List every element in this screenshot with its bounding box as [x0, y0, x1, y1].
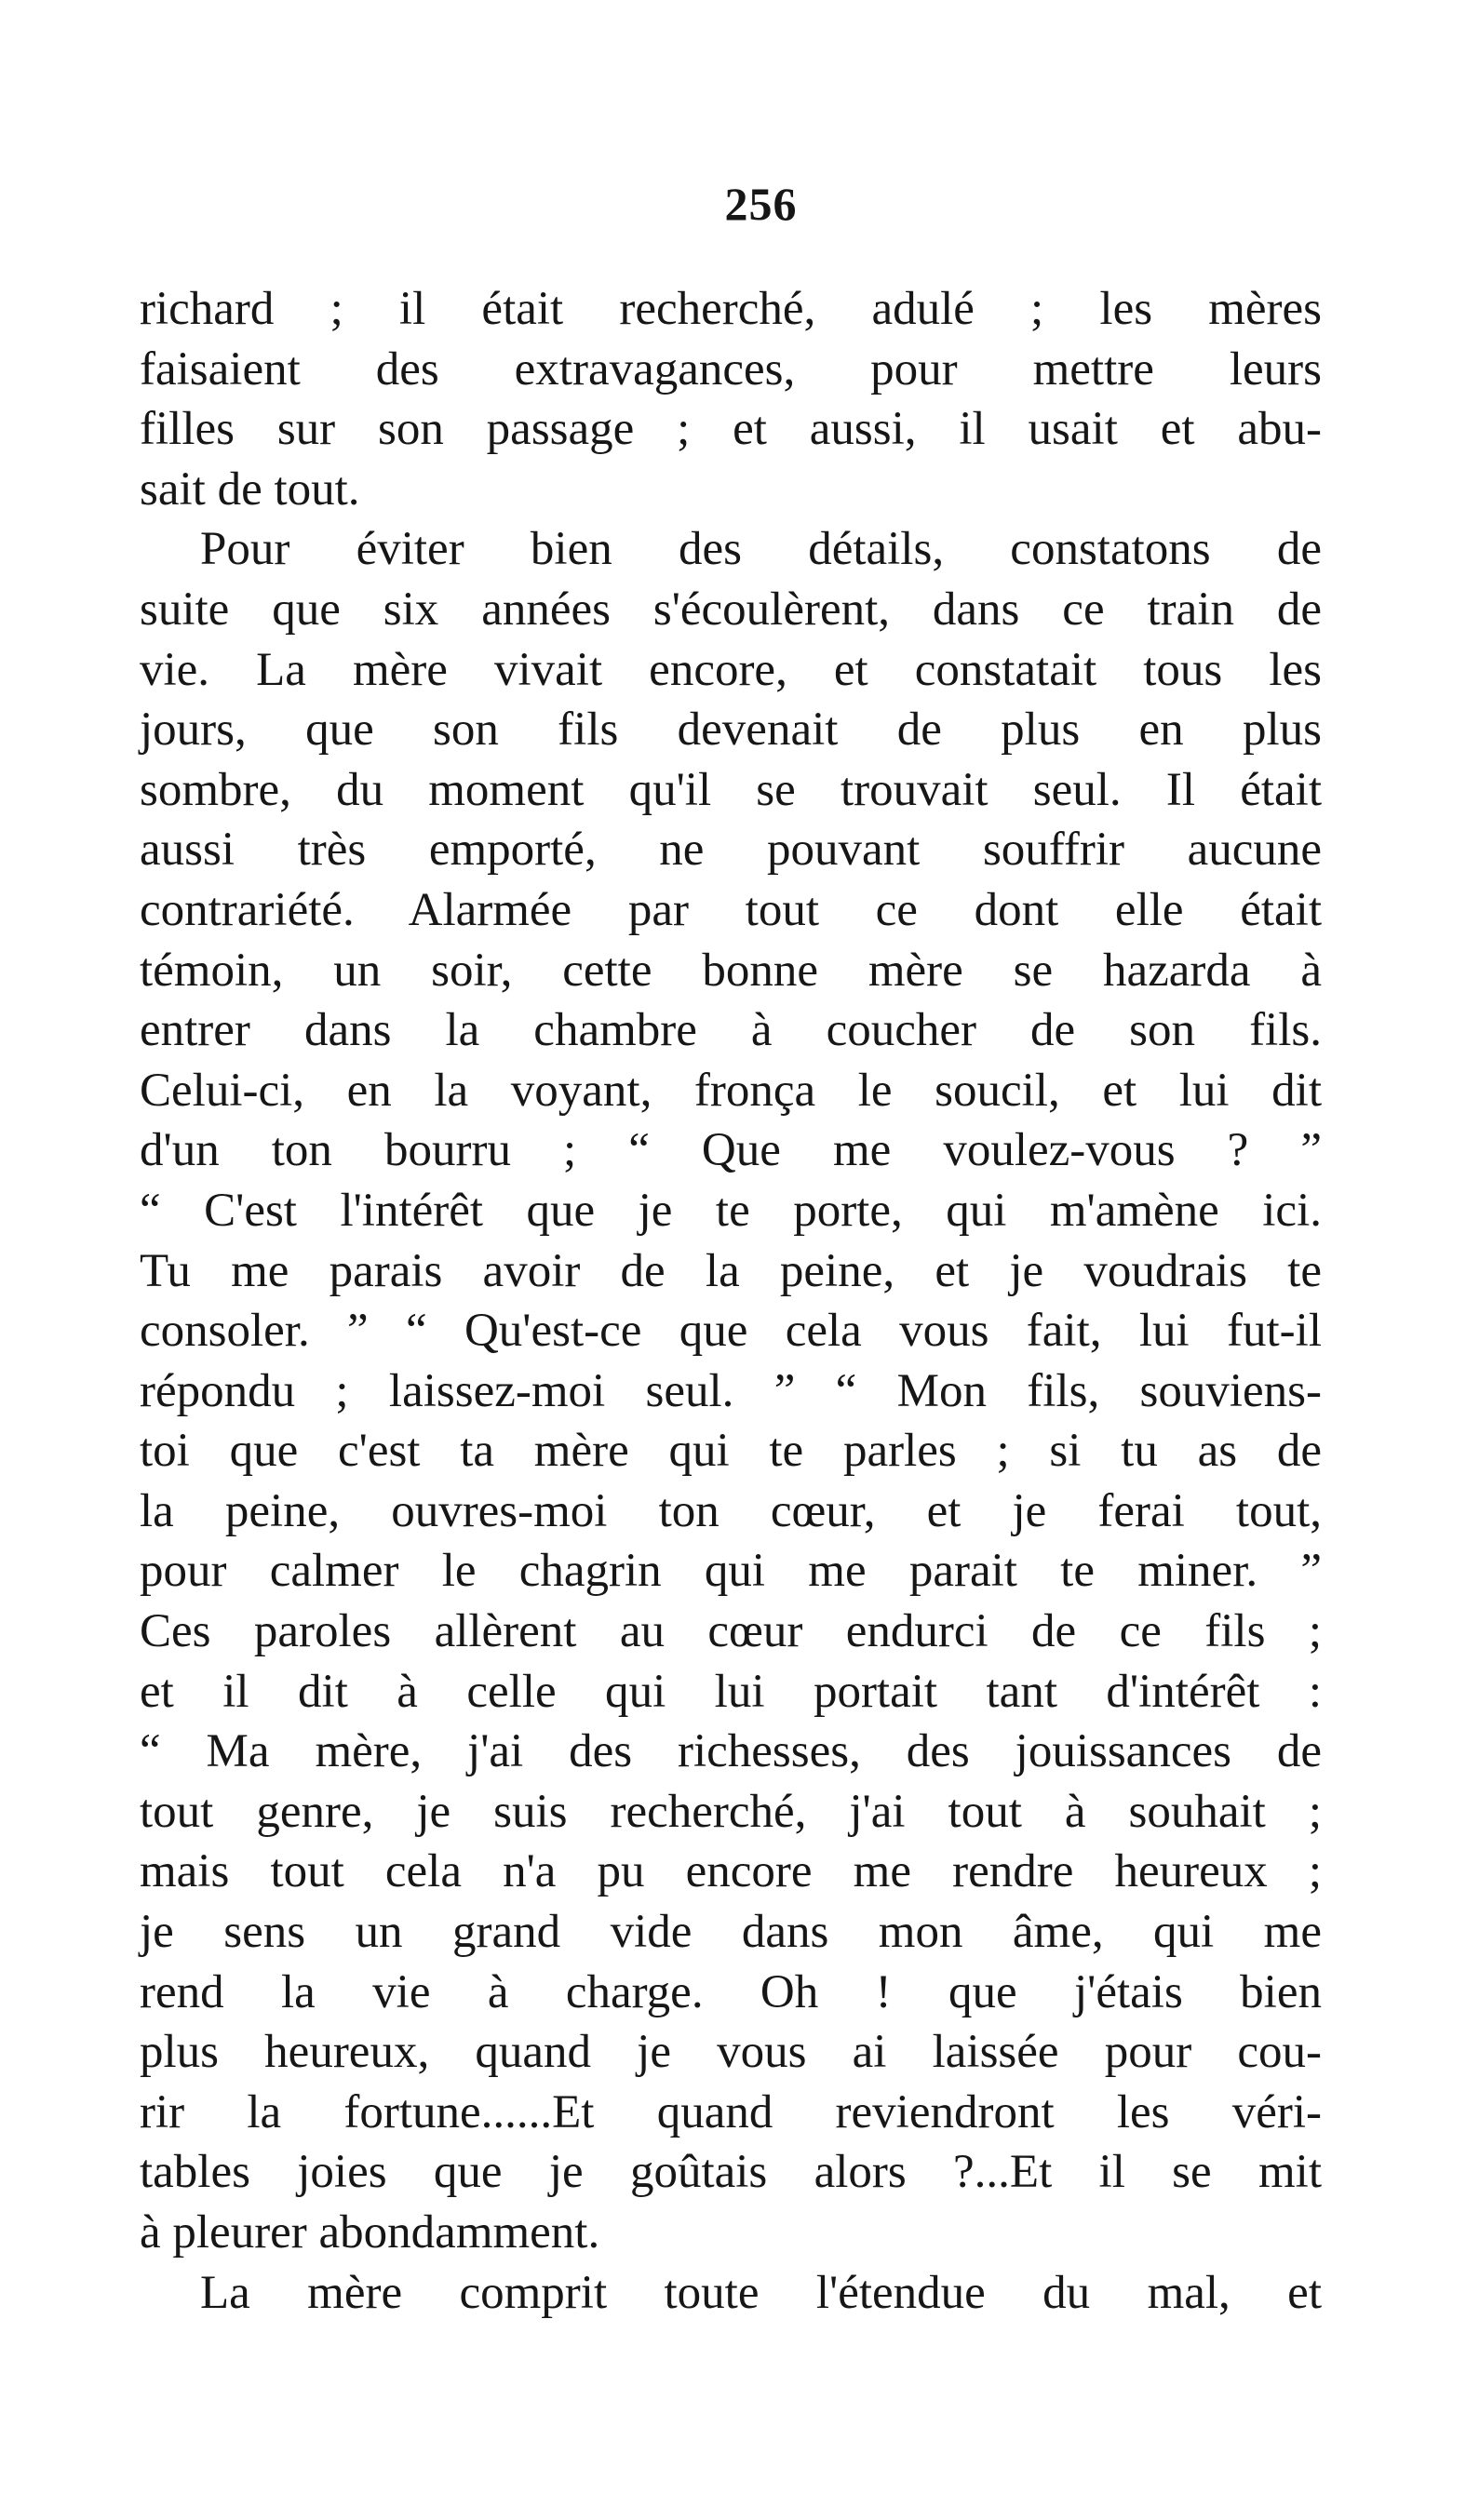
text-line: Ces paroles allèrent au cœur endurci de ce fils ;: [140, 1605, 1322, 1658]
text-line: témoin, un soir, cette bonne mère se hazarda à: [140, 944, 1322, 997]
text-line: Tu me parais avoir de la peine, et je voudrais te: [140, 1244, 1322, 1297]
text-line: sombre, du moment qu'il se trouvait seul. Il était: [140, 763, 1322, 816]
text-line: tout genre, je suis recherché, j'ai tout à souhait ;: [140, 1785, 1322, 1838]
text-line: rend la vie à charge. Oh ! que j'étais bien: [140, 1965, 1322, 2018]
text-line: jours, que son fils devenait de plus en plus: [140, 704, 1322, 757]
text-line: “ Ma mère, j'ai des richesses, des jouissances de: [140, 1725, 1322, 1778]
text-line: rir la fortune......Et quand reviendront les véri-: [140, 2085, 1322, 2138]
page-number: 256: [724, 178, 798, 230]
text-line: d'un ton bourru ; “ Que me voulez-vous ? ”: [140, 1124, 1322, 1177]
text-line: entrer dans la chambre à coucher de son fils.: [140, 1004, 1322, 1057]
text-line: pour calmer le chagrin qui me parait te miner. ”: [140, 1545, 1322, 1598]
text-line: à pleurer abondamment.: [140, 2206, 600, 2259]
text-line: sait de tout.: [140, 462, 360, 516]
text-line: consoler. ” “ Qu'est-ce que cela vous fait, lui fut-il: [140, 1305, 1322, 1358]
text-line: “ C'est l'intérêt que je te porte, qui m'amène ici.: [140, 1184, 1322, 1237]
text-line: toi que c'est ta mère qui te parles ; si tu as de: [140, 1425, 1322, 1478]
text-line: mais tout cela n'a pu encore me rendre heureux ;: [140, 1845, 1322, 1898]
text-line: plus heureux, quand je vous ai laissée pour cou-: [140, 2026, 1322, 2079]
text-line: contrariété. Alarmée par tout ce dont elle était: [140, 883, 1322, 936]
text-line: faisaient des extravagances, pour mettre leurs: [140, 342, 1322, 395]
text-line: Celui-ci, en la voyant, fronça le soucil, et lui dit: [140, 1064, 1322, 1117]
text-line: La mère comprit toute l'étendue du mal, et: [200, 2266, 1322, 2319]
text-line: et il dit à celle qui lui portait tant d'intérêt :: [140, 1665, 1322, 1718]
text-line: Pour éviter bien des détails, constatons de: [200, 523, 1322, 576]
text-line: vie. La mère vivait encore, et constatait tous les: [140, 643, 1322, 696]
text-line: la peine, ouvres-moi ton cœur, et je ferai tout,: [140, 1484, 1322, 1537]
body-text: [140, 279, 1322, 2323]
text-line: tables joies que je goûtais alors ?...Et il se mit: [140, 2146, 1322, 2199]
text-line: suite que six années s'écoulèrent, dans ce train de: [140, 583, 1322, 636]
text-line: répondu ; laissez-moi seul. ” “ Mon fils, souviens-: [140, 1364, 1322, 1417]
text-line: aussi très emporté, ne pouvant souffrir aucune: [140, 824, 1322, 877]
text-line: je sens un grand vide dans mon âme, qui me: [140, 1906, 1322, 1959]
text-line: filles sur son passage ; et aussi, il usait et abu-: [140, 403, 1322, 456]
text-line: richard ; il était recherché, adulé ; les mères: [140, 283, 1322, 335]
